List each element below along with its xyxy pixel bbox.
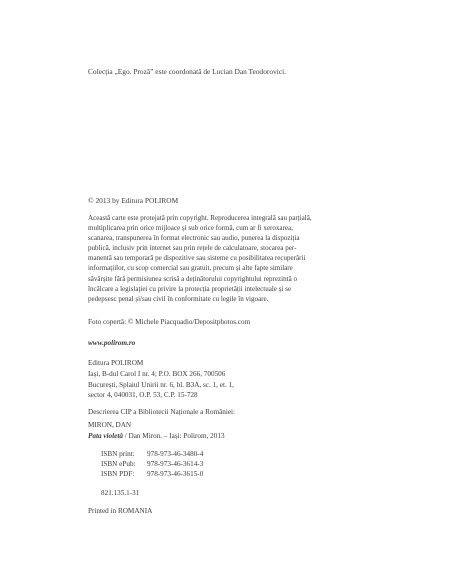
- publisher-website: www.polirom.ro: [88, 339, 136, 347]
- cip-book-entry: [88, 431, 225, 441]
- notice-line: multiplicarea prin orice mijloace și sub orice formă, cum ar fi xeroxarea,: [88, 224, 293, 233]
- printed-in: Printed in ROMANIA: [88, 507, 153, 515]
- publisher-address-line: sector 4, 040031, O.P. 53, C.P. 15-728: [88, 391, 198, 399]
- notice-line: informațiilor, cu scop comercial sau gratuit, precum și alte fapte similare: [88, 264, 293, 273]
- notice-line: încălcare a legislației cu privire la protecția proprietății intelectuale și se: [88, 284, 292, 293]
- photo-credit: Foto copertă: © Michele Piacquadio/Depositphotos.com: [88, 318, 251, 326]
- copyright-page: [88, 0, 388, 584]
- notice-line: Această carte este protejată prin copyright. Reproducerea integrală sau parțială,: [88, 214, 312, 222]
- classification-code: 821.135.1-31: [101, 489, 140, 497]
- copyright-notice: [88, 213, 370, 304]
- cip-heading: Descrierea CIP a Bibliotecii Naționale a României:: [88, 408, 236, 416]
- publisher-address-line: Iași, B-dul Carol I nr. 4; P.O. BOX 266, 700506: [88, 370, 226, 378]
- cip-book-details: / Dan Miron. – Iași: Polirom, 2013: [122, 432, 225, 440]
- isbn-label: ISBN PDF:: [101, 470, 135, 478]
- collection-note: Colecția „Ego. Proză” este coordonată de Lucian Dan Teodorovici.: [88, 67, 286, 76]
- isbn-row: [101, 459, 203, 469]
- isbn-row: [101, 449, 203, 459]
- isbn-value: 978-973-46-3480-4: [147, 450, 204, 458]
- copyright-line: © 2013 by Editura POLIROM: [88, 196, 179, 205]
- publisher-address-line: București, Splaiul Unirii nr. 6, bl. B3A, sc. 1, et. 1,: [88, 381, 234, 389]
- cip-author: MIRON, DAN: [88, 421, 132, 429]
- isbn-row: [101, 469, 203, 479]
- notice-line: publică, inclusiv prin internet sau prin rețele de calculatoare, stocarea per-: [88, 244, 297, 253]
- isbn-value: 978-973-46-3615-0: [147, 470, 204, 478]
- notice-line: manentă sau temporară pe dispozitive sau sisteme cu posibilitatea recuperării: [88, 254, 306, 263]
- notice-line: săvârșite fără permisiunea scrisă a deținătorului copyrightului reprezintă o: [88, 274, 297, 283]
- isbn-value: 978-973-46-3614-3: [147, 460, 204, 468]
- notice-line: scanarea, transpunerea în format electronic sau audio, punerea la dispoziția: [88, 234, 300, 243]
- cip-book-title: Pata violetă: [88, 432, 123, 440]
- isbn-label: ISBN print:: [101, 450, 135, 458]
- notice-line: pedepsesc penal și/sau civil în conformitate cu legile în vigoare.: [88, 294, 269, 303]
- isbn-label: ISBN ePub:: [101, 460, 136, 468]
- publisher-name: Editura POLIROM: [88, 359, 144, 367]
